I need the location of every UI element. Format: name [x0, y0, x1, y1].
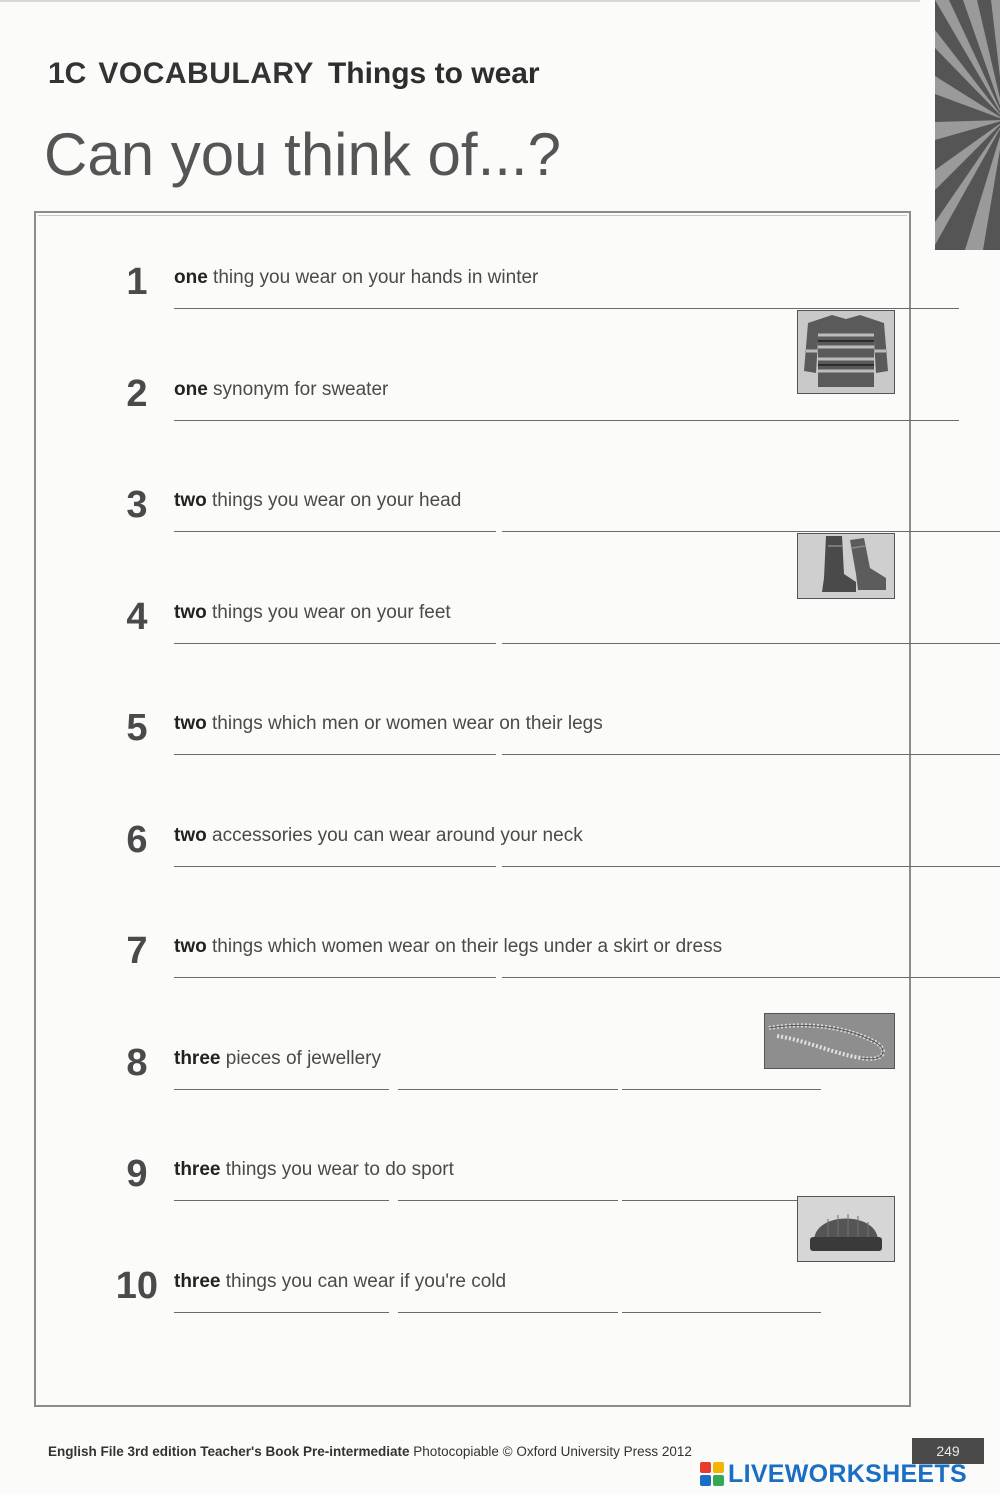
page-number: 249 [912, 1438, 984, 1464]
question-number: 2 [126, 372, 148, 415]
hat-photo [797, 1196, 895, 1262]
question-quantity: one [174, 378, 208, 400]
answer-blank-1[interactable] [174, 1089, 389, 1090]
page-top-rule [0, 0, 920, 2]
question-text: things which men or women wear on their legs [206, 713, 603, 734]
question-prompt [174, 711, 603, 737]
question-number: 7 [126, 930, 148, 972]
page-title: Can you think of...? [44, 121, 561, 188]
answer-blank-2[interactable] [502, 754, 1000, 755]
question-item [36, 260, 909, 360]
question-number: 8 [126, 1041, 148, 1084]
question-prompt [174, 1157, 454, 1183]
question-quantity: two [174, 490, 207, 511]
question-prompt [174, 1046, 381, 1072]
answer-blank-2[interactable] [398, 1200, 618, 1201]
question-prompt [174, 934, 722, 960]
question-number: 6 [126, 818, 148, 861]
liveworksheets-watermark [700, 1458, 967, 1490]
boots-photo [797, 533, 895, 599]
answer-blank-1[interactable] [174, 754, 496, 755]
answer-blank-1[interactable] [174, 531, 496, 532]
answer-blank-1[interactable] [174, 866, 496, 867]
question-quantity: three [174, 1159, 221, 1180]
question-number: 3 [126, 484, 148, 526]
question-text: things you wear on your feet [206, 601, 451, 623]
question-number: 4 [126, 595, 148, 638]
question-item [36, 1264, 909, 1364]
answer-blank-1[interactable] [174, 977, 496, 978]
footer-book-title: English File 3rd edition Teacher's Book Pre-intermediate [48, 1444, 410, 1459]
question-number: 9 [126, 1153, 148, 1195]
unit-heading [48, 54, 540, 94]
unit-topic: Things to wear [327, 57, 540, 90]
question-prompt [174, 488, 461, 514]
answer-blank-2[interactable] [502, 531, 1000, 532]
unit-code: 1C [48, 57, 87, 90]
answer-blank-2[interactable] [398, 1089, 618, 1090]
answer-blank-1[interactable] [174, 420, 959, 421]
question-text: synonym for sweater [207, 378, 389, 400]
answer-blank-1[interactable] [174, 1200, 389, 1201]
question-number: 5 [126, 707, 148, 749]
question-number: 10 [115, 1264, 158, 1307]
question-text: things which women wear on their legs under a skirt or dress [206, 936, 723, 957]
question-prompt [174, 1269, 506, 1295]
box-inner-rule [38, 215, 907, 216]
question-text: things you can wear if you're cold [220, 1270, 507, 1292]
answer-blank-2[interactable] [502, 643, 1000, 644]
question-text: thing you wear on your hands in winter [207, 267, 539, 288]
footer-copyright: Photocopiable © Oxford University Press 2012 [409, 1444, 692, 1459]
question-item [36, 372, 909, 472]
liveworksheets-logo-icon [700, 1462, 724, 1486]
sweater-photo [797, 310, 895, 394]
question-text: things you wear on your head [206, 490, 462, 511]
answer-blank-1[interactable] [174, 643, 496, 644]
question-quantity: three [174, 1047, 221, 1069]
question-text: things you wear to do sport [220, 1159, 454, 1180]
question-item [36, 483, 909, 583]
unit-section: VOCABULARY [98, 57, 314, 90]
question-quantity: two [174, 601, 207, 623]
question-item [36, 706, 909, 806]
question-item [36, 1041, 909, 1141]
question-quantity: two [174, 824, 207, 846]
question-prompt [174, 377, 388, 403]
corner-sunburst-graphic [935, 0, 1000, 250]
answer-blank-2[interactable] [502, 866, 1000, 867]
question-text: pieces of jewellery [220, 1047, 381, 1069]
answer-blank-2[interactable] [398, 1312, 618, 1313]
answer-blank-1[interactable] [174, 1312, 389, 1313]
footer [48, 1444, 692, 1459]
question-box [34, 211, 911, 1407]
question-item [36, 595, 909, 695]
question-quantity: two [174, 936, 207, 957]
answer-blank-3[interactable] [622, 1312, 821, 1313]
necklace-photo [764, 1013, 895, 1069]
answer-blank-3[interactable] [622, 1089, 821, 1090]
question-text: accessories you can wear around your neck [206, 824, 583, 846]
question-quantity: two [174, 713, 207, 734]
question-quantity: three [174, 1270, 221, 1292]
question-quantity: one [174, 267, 208, 288]
question-item [36, 818, 909, 918]
question-prompt [174, 265, 538, 291]
question-item [36, 1152, 909, 1252]
question-number: 1 [126, 261, 148, 303]
question-prompt [174, 600, 451, 626]
answer-blank-2[interactable] [502, 977, 1000, 978]
watermark-text: LIVEWORKSHEETS [728, 1459, 967, 1488]
question-prompt [174, 823, 583, 849]
answer-blank-3[interactable] [622, 1200, 821, 1201]
